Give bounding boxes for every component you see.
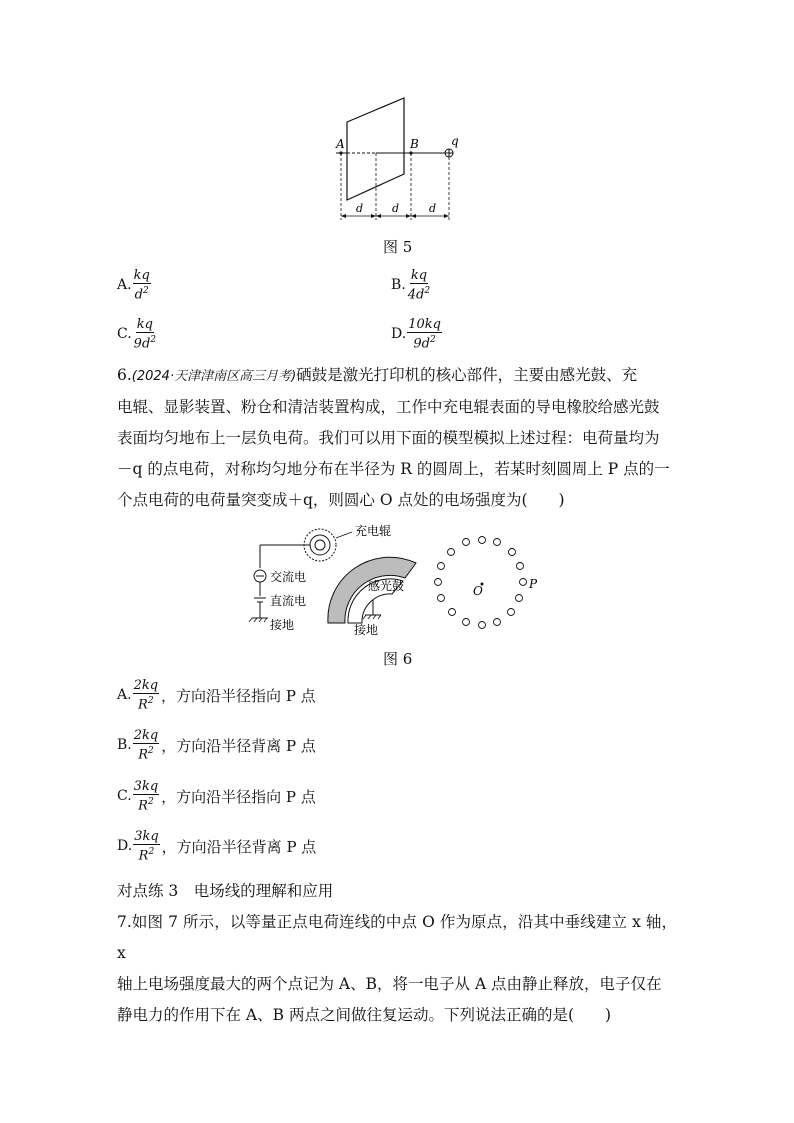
- q6-line-3: 表面均匀地布上一层负电荷。我们可以用下面的模型模拟上述过程：电荷量均为: [117, 429, 660, 447]
- label-dc: 直流电: [270, 594, 307, 608]
- q6-number: 6.: [117, 366, 132, 384]
- den-base: R: [138, 798, 148, 814]
- q6-line-1: [117, 360, 677, 392]
- den-base: R: [138, 697, 148, 713]
- figure-6-caption: 图 6: [383, 650, 413, 668]
- q6-option-c[interactable]: [117, 779, 316, 813]
- q6-source: (2024·天津津南区高三月考): [131, 369, 297, 384]
- denominator: [133, 333, 157, 351]
- denominator: [412, 333, 436, 351]
- label-d2: d: [392, 202, 400, 215]
- q6-line-5: 个点电荷的电荷量突变成＋q，则圆心 O 点处的电场强度为( ): [117, 491, 565, 509]
- option-text: ，方向沿半径背离 P 点: [161, 837, 317, 856]
- label-B: B: [410, 137, 419, 151]
- q6-option-d[interactable]: [117, 829, 316, 863]
- den-exp: 2: [429, 335, 436, 345]
- figure-5: [320, 90, 480, 230]
- option-letter: C.: [117, 326, 132, 343]
- figure-5-diagram: [320, 90, 480, 230]
- den-base: R: [138, 747, 149, 763]
- den-exp: 2: [148, 847, 155, 857]
- label-d1: d: [356, 202, 364, 215]
- q5-option-b[interactable]: [391, 268, 431, 302]
- option-text: ，方向沿半径背离 P 点: [161, 736, 316, 755]
- figure-5-caption: 图 5: [383, 238, 413, 256]
- question-6: [117, 360, 677, 516]
- den-exp: 2: [424, 286, 431, 296]
- label-ground-2: 接地: [354, 623, 379, 637]
- q7-line-1: 7.如图 7 所示，以等量正点电荷连线的中点 O 作为原点，沿其中垂线建立 x 轴，x: [117, 913, 677, 962]
- numerator: 3kq: [133, 779, 159, 794]
- numerator: kq: [136, 317, 153, 332]
- numerator: 10kq: [408, 317, 441, 332]
- den-exp: 2: [147, 696, 154, 706]
- label-P: P: [529, 577, 538, 591]
- q6-line-4: －q 的点电荷，对称均匀地分布在半径为 R 的圆周上，若某时刻圆周上 P 点的一: [117, 460, 670, 478]
- numerator: 3kq: [134, 829, 159, 844]
- denominator: [137, 795, 155, 813]
- denominator: [407, 284, 431, 302]
- option-letter: B.: [117, 737, 132, 754]
- figure-6-diagram: [240, 518, 560, 644]
- denominator: [137, 694, 155, 712]
- fraction: [133, 268, 151, 302]
- option-text: ，方向沿半径指向 P 点: [161, 686, 316, 705]
- option-letter: A.: [117, 687, 132, 704]
- den-base: R: [138, 848, 149, 864]
- option-text: ，方向沿半径指向 P 点: [161, 787, 316, 806]
- label-drum: 感光鼓: [368, 579, 405, 593]
- denominator: [137, 744, 155, 762]
- q6-option-b[interactable]: [117, 728, 316, 762]
- q5-option-d[interactable]: [391, 317, 442, 351]
- q7-line-3: 静电力的作用下在 A、B 两点之间做往复运动。下列说法正确的是( ): [117, 1006, 612, 1024]
- label-d3: d: [429, 202, 437, 215]
- label-A: A: [336, 137, 345, 151]
- fraction: [133, 678, 159, 712]
- den-base: 9d: [133, 336, 151, 352]
- label-q: q: [451, 134, 459, 148]
- option-letter: D.: [117, 838, 133, 855]
- fraction: [407, 268, 431, 302]
- den-base: d: [134, 287, 143, 303]
- figure-6: [240, 518, 560, 644]
- q5-option-c[interactable]: [117, 317, 157, 351]
- denominator: [134, 284, 150, 302]
- den-exp: 2: [142, 286, 149, 296]
- fraction: [133, 779, 159, 813]
- q7-line-2: 轴上电场强度最大的两个点记为 A、B，将一电子从 A 点由静止释放，电子仅在: [117, 975, 662, 993]
- q6-text-1: 硒鼓是激光打印机的核心部件，主要由感光鼓、充: [296, 366, 638, 384]
- q5-option-a[interactable]: [117, 268, 151, 302]
- q6-line-2: 电辊、显影装置、粉仓和清洁装置构成，工作中充电辊表面的导电橡胶给感光鼓: [117, 398, 660, 416]
- den-exp: 2: [150, 335, 156, 345]
- fraction: [133, 829, 159, 863]
- label-charging-roller: 充电辊: [355, 524, 392, 538]
- fraction: [133, 317, 157, 351]
- fraction: [407, 317, 442, 351]
- label-ac: 交流电: [270, 570, 307, 584]
- option-letter: A.: [117, 277, 132, 294]
- option-letter: D.: [391, 326, 407, 343]
- option-letter: C.: [117, 788, 132, 805]
- den-exp: 2: [147, 797, 154, 807]
- numerator: 2kq: [133, 728, 159, 743]
- den-exp: 2: [148, 746, 154, 756]
- denominator: [138, 845, 156, 863]
- label-ground-1: 接地: [270, 618, 295, 632]
- option-letter: B.: [391, 277, 406, 294]
- label-O: O: [473, 584, 483, 598]
- fraction: [133, 728, 159, 762]
- question-7: [117, 907, 677, 1031]
- den-base: 9d: [413, 336, 430, 352]
- numerator: kq: [133, 268, 150, 283]
- numerator: kq: [410, 268, 428, 283]
- den-base: 4d: [407, 287, 425, 303]
- q6-option-a[interactable]: [117, 678, 316, 712]
- section-heading: 对点练 3 电场线的理解和应用: [117, 882, 334, 900]
- numerator: 2kq: [133, 678, 159, 693]
